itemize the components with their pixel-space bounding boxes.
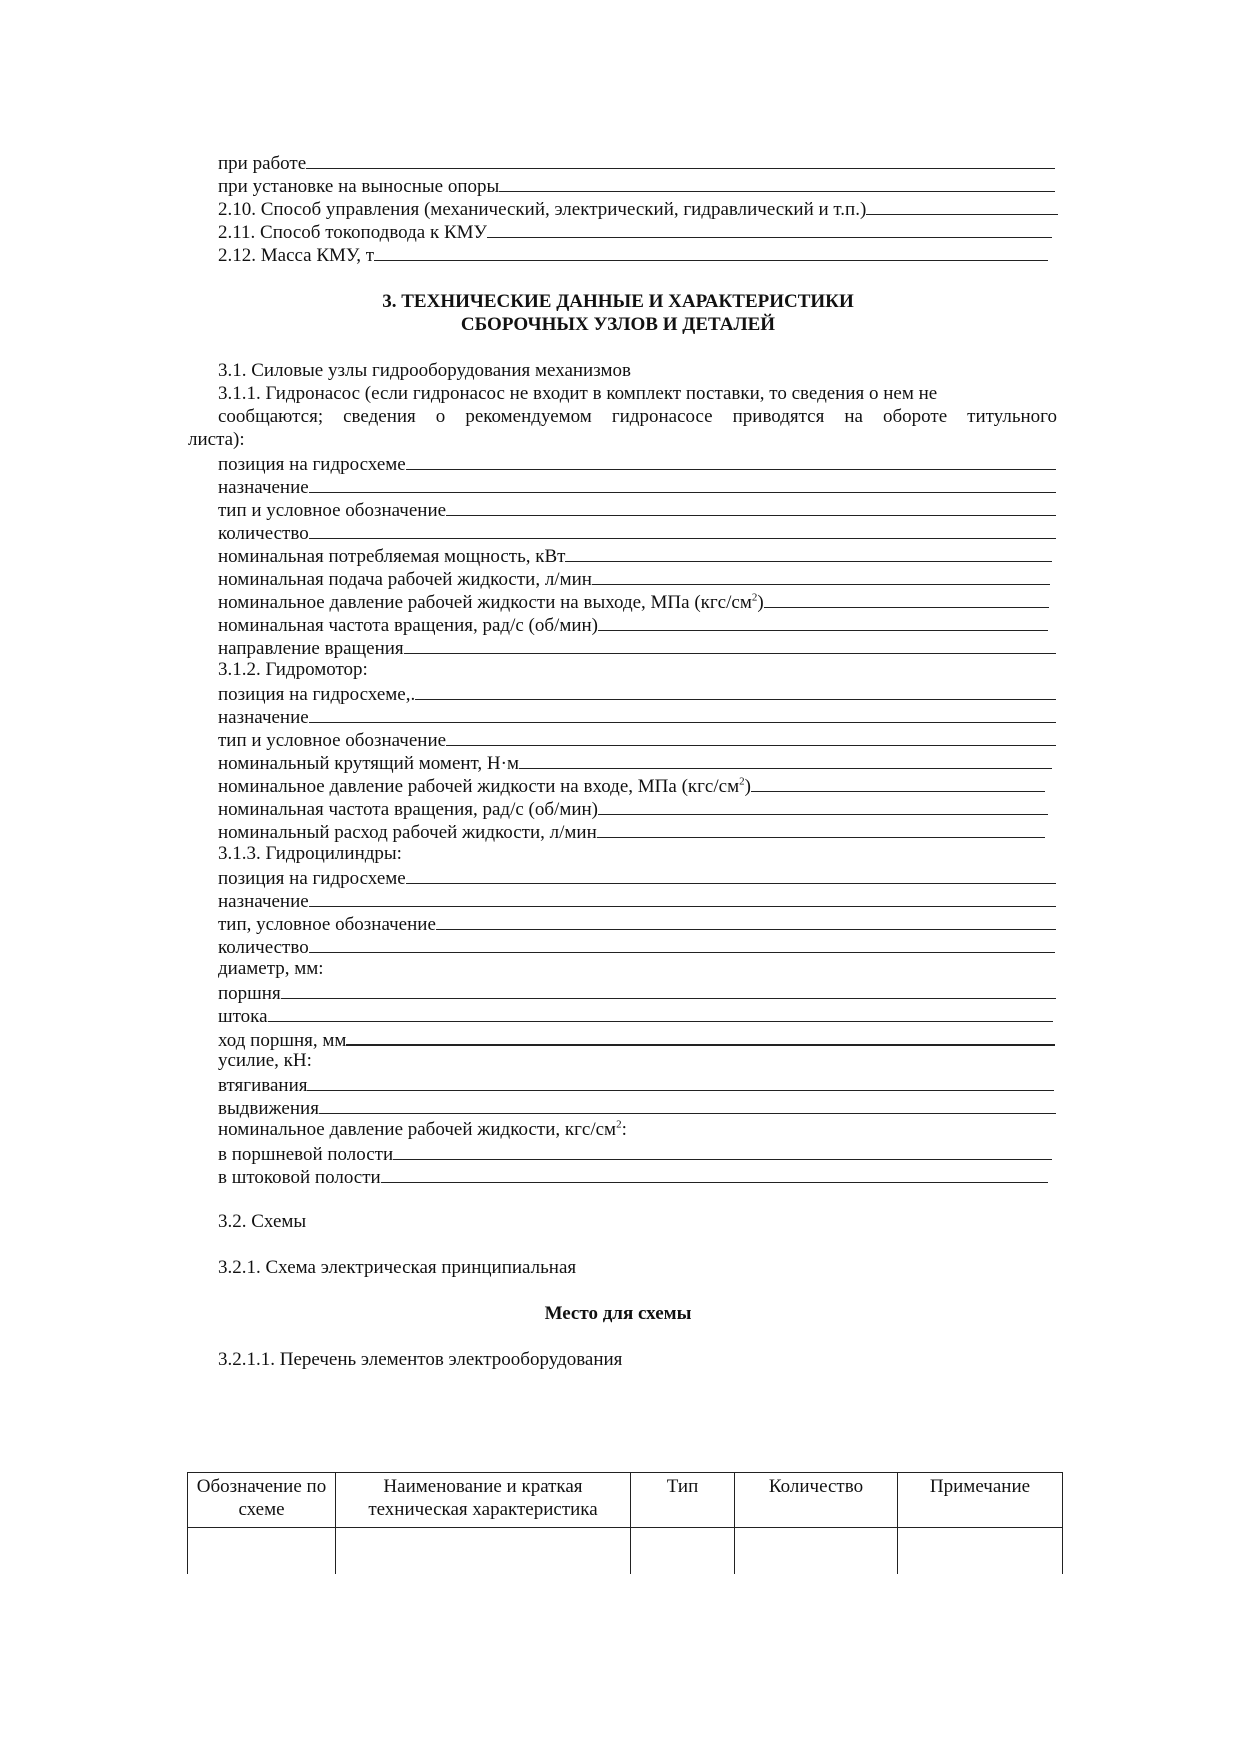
fill-line[interactable] <box>404 635 1056 654</box>
subsection-3-1-2: 3.1.2. Гидромотор: <box>218 659 368 680</box>
fill-line[interactable] <box>866 196 1058 215</box>
fill-line[interactable] <box>406 451 1056 470</box>
fill-line[interactable] <box>319 1095 1056 1114</box>
fill-line[interactable] <box>306 150 1055 169</box>
motor-field-purpose: назначение <box>218 704 1056 727</box>
cyl-field-position: позиция на гидросхеме <box>218 865 1056 888</box>
table-cell[interactable] <box>631 1528 735 1575</box>
header-type: Тип <box>631 1473 735 1528</box>
fill-line[interactable] <box>764 589 1049 608</box>
pump-field-rotation-direction: направление вращения <box>218 635 1056 658</box>
field-kmu-mass: 2.12. Масса КМУ, т <box>218 242 1048 265</box>
fill-line[interactable] <box>346 1026 1055 1046</box>
fill-line[interactable] <box>598 796 1048 815</box>
fill-line[interactable] <box>499 173 1055 192</box>
motor-field-type: тип и условное обозначение <box>218 727 1056 750</box>
cyl-pressure-label: номинальное давление рабочей жидкости, кгс/$см^2$: <box>218 1118 627 1140</box>
fill-line[interactable] <box>309 474 1056 493</box>
paragraph-3-1-1-line2: сообщаются; сведения о рекомендуемом гидронасосе приводятся на обороте титульного <box>218 406 1057 427</box>
cyl-field-type: тип, условное обозначение <box>218 911 1056 934</box>
fill-line[interactable] <box>406 865 1056 884</box>
cyl-field-stroke: ход поршня, мм <box>218 1026 1055 1049</box>
section-heading-line2: СБОРОЧНЫХ УЗЛОВ И ДЕТАЛЕЙ <box>460 314 776 335</box>
table-cell[interactable] <box>188 1528 336 1575</box>
fill-line[interactable] <box>592 566 1050 585</box>
motor-field-inlet-pressure: номинальное давление рабочей жидкости на входе, МПа $(кгс/см^2)$ <box>218 773 1045 796</box>
fill-line[interactable] <box>309 934 1055 953</box>
cyl-field-retract-force: втягивания <box>218 1072 1054 1095</box>
elements-table <box>187 1472 1063 1574</box>
cyl-diameter-label: диаметр, мм: <box>218 958 324 979</box>
paragraph-3-1-1-line3: листа): <box>188 429 245 450</box>
paragraph-3-1-1-line1: 3.1.1. Гидронасос (если гидронасос не входит в комплект поставки, то сведения о нем не <box>218 383 938 404</box>
table-cell[interactable] <box>898 1528 1063 1575</box>
field-power-supply-method: 2.11. Способ токоподвода к КМУ <box>218 219 1052 242</box>
fill-line[interactable] <box>565 543 1052 562</box>
diagram-placeholder: Место для схемы <box>544 1303 692 1324</box>
pump-field-power: номинальная потребляемая мощность, кВт <box>218 543 1052 566</box>
table-cell[interactable] <box>735 1528 898 1575</box>
fill-line[interactable] <box>436 911 1056 930</box>
field-on-outriggers: при установке на выносные опоры <box>218 173 1055 196</box>
pump-field-outlet-pressure: номинальное давление рабочей жидкости на выходе, МПа $(кгс/см^2)$ <box>218 589 1049 612</box>
section-heading-line1: 3. ТЕХНИЧЕСКИЕ ДАННЫЕ И ХАРАКТЕРИСТИКИ <box>382 291 854 312</box>
table-cell[interactable] <box>336 1528 631 1575</box>
header-designation: Обозначение по схеме <box>188 1473 336 1528</box>
cyl-field-piston-diameter: поршня <box>218 980 1056 1003</box>
subsection-3-2-1-1: 3.2.1.1. Перечень элементов электрооборудования <box>218 1349 623 1370</box>
subsection-3-2-1: 3.2.1. Схема электрическая принципиальная <box>218 1257 577 1278</box>
fill-line[interactable] <box>281 980 1056 999</box>
table-header-row <box>188 1473 1063 1528</box>
motor-field-torque: номинальный крутящий момент, Н·м <box>218 750 1052 773</box>
header-quantity: Количество <box>735 1473 898 1528</box>
fill-line[interactable] <box>307 1072 1054 1091</box>
pump-field-type: тип и условное обозначение <box>218 497 1056 520</box>
fill-line[interactable] <box>519 750 1052 769</box>
fill-line[interactable] <box>415 681 1056 700</box>
cyl-field-quantity: количество <box>218 934 1055 957</box>
pump-field-rotation-speed: номинальная частота вращения, рад/с (об/мин) <box>218 612 1048 635</box>
pump-field-quantity: количество <box>218 520 1056 543</box>
fill-line[interactable] <box>751 773 1045 792</box>
fill-line[interactable] <box>309 888 1056 907</box>
fill-line[interactable] <box>374 242 1048 261</box>
motor-field-position: позиция на гидросхеме,. <box>218 681 1056 704</box>
cyl-field-rod-cavity: в штоковой полости <box>218 1164 1048 1187</box>
fill-line[interactable] <box>487 219 1052 238</box>
fill-line[interactable] <box>381 1164 1048 1183</box>
fill-line[interactable] <box>446 497 1056 516</box>
fill-line[interactable] <box>268 1003 1053 1022</box>
header-name: Наименование и краткая техническая характеристика <box>336 1473 631 1528</box>
subsection-3-2: 3.2. Схемы <box>218 1211 307 1232</box>
pump-field-purpose: назначение <box>218 474 1056 497</box>
fill-line[interactable] <box>393 1141 1052 1160</box>
motor-field-flow: номинальный расход рабочей жидкости, л/мин <box>218 819 1045 842</box>
cyl-force-label: усилие, кН: <box>218 1050 312 1071</box>
field-during-operation: при работе <box>218 150 1055 173</box>
fill-line[interactable] <box>309 520 1056 539</box>
cyl-field-extend-force: выдвижения <box>218 1095 1056 1118</box>
subsection-3-1: 3.1. Силовые узлы гидрооборудования механизмов <box>218 360 631 381</box>
fill-line[interactable] <box>597 819 1045 838</box>
header-note: Примечание <box>898 1473 1063 1528</box>
pump-field-position: позиция на гидросхеме <box>218 451 1056 474</box>
fill-line[interactable] <box>309 704 1056 723</box>
fill-line[interactable] <box>598 612 1048 631</box>
cyl-field-purpose: назначение <box>218 888 1056 911</box>
fill-line[interactable] <box>446 727 1056 746</box>
field-control-method: 2.10. Способ управления (механический, электрический, гидравлический и т.п.) <box>218 196 1058 219</box>
motor-field-rotation-speed: номинальная частота вращения, рад/с (об/мин) <box>218 796 1048 819</box>
cyl-field-piston-cavity: в поршневой полости <box>218 1141 1052 1164</box>
cyl-field-rod-diameter: штока <box>218 1003 1053 1026</box>
pump-field-flow: номинальная подача рабочей жидкости, л/мин <box>218 566 1050 589</box>
table-row <box>188 1528 1063 1575</box>
subsection-3-1-3: 3.1.3. Гидроцилиндры: <box>218 843 402 864</box>
